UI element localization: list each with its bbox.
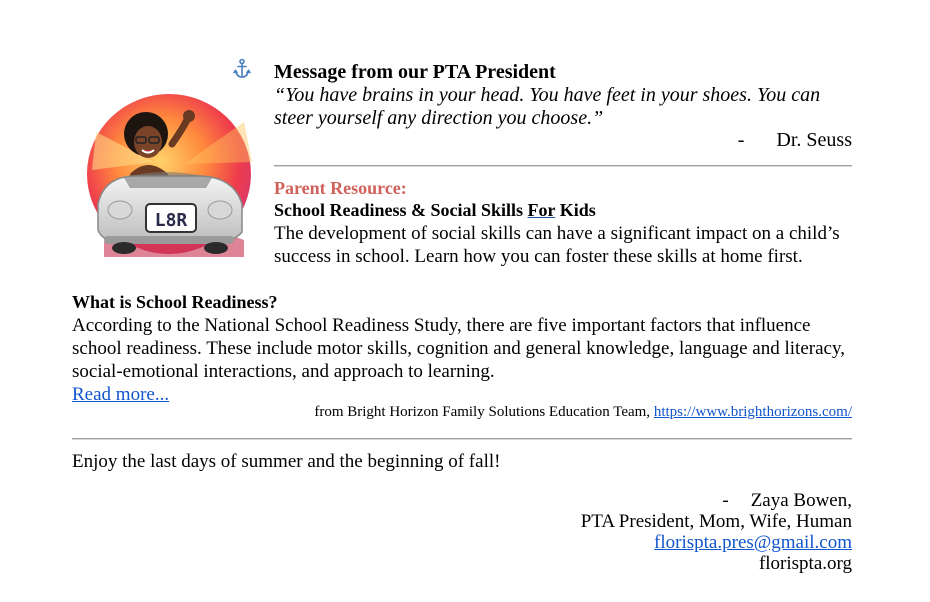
seuss-quote: “You have brains in your head. You have feet in your shoes. You can steer yourself any direction you choose.” [274,84,821,129]
email-link[interactable]: florispta.pres@gmail.com [654,532,852,553]
quote-attribution [274,129,852,152]
anchor-icon [233,58,251,80]
closing-text: Enjoy the last days of summer and the beginning of fall! [72,451,501,472]
attribution-dash: - [737,129,745,151]
readiness-heading: What is School Readiness? [72,292,278,312]
resource-title-before: School Readiness & Social Skills [274,200,528,220]
read-more-link[interactable]: Read more... [72,384,170,405]
resource-title-link[interactable]: For [527,200,556,220]
message-title: Message from our PTA President [274,61,556,83]
resource-title-after: Kids [555,200,596,220]
readiness-body: According to the National School Readiness Study, there are five important factors that influence school readiness. These include motor skills, cognition and general knowledge, language and literacy, social-emotional interactions, and approach to learning. [72,315,845,382]
resource-title [274,199,852,221]
resource-label: Parent Resource: [274,178,407,198]
signature-name-line [72,490,852,511]
license-plate-text: L8R [154,210,188,231]
credit-text: from Bright Horizon Family Solutions Education Team, [314,404,654,420]
bitmoji-car-avatar [84,92,254,262]
divider-bottom [72,438,852,440]
source-credit [72,403,852,422]
signature-name: Zaya Bowen, [750,490,852,511]
signature-role: PTA President, Mom, Wife, Human [580,511,852,532]
attribution-name: Dr. Seuss [776,129,852,151]
resource-description: The development of social skills can have a significant impact on a child’s success in school. Learn how you can foster these skills at home first. [274,223,840,267]
divider-top [274,165,852,167]
signature-dash: - [722,490,729,511]
signature-block [72,490,852,574]
website-text: florispta.org [758,553,852,574]
bright-horizons-link[interactable]: https://www.brighthorizons.com/ [653,404,852,420]
